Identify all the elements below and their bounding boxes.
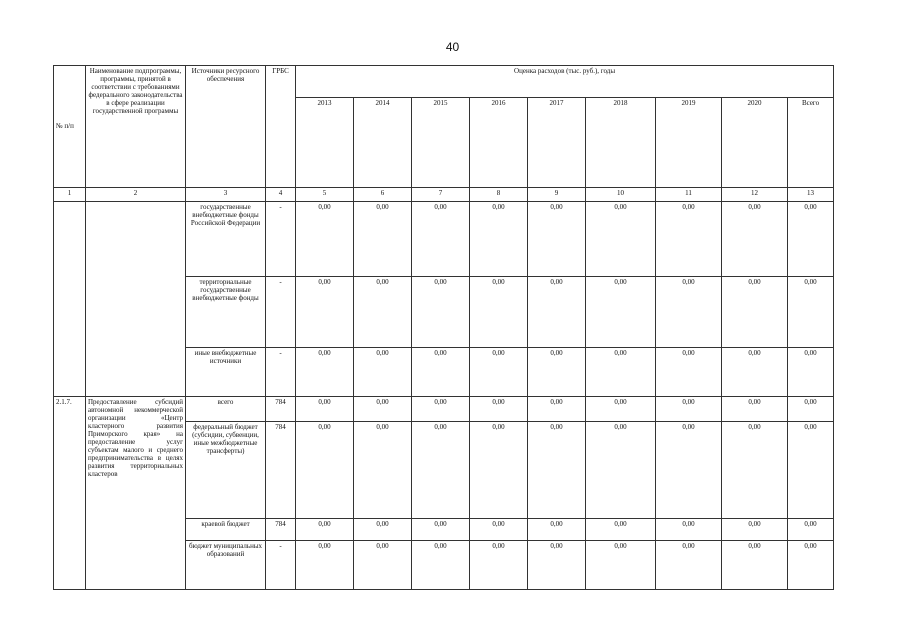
value-cell: 0,00 <box>470 421 528 518</box>
budget-table <box>53 65 834 590</box>
header-estimate-cell: Оценка расходов (тыс. руб.), годы <box>296 66 834 98</box>
value-cell: 0,00 <box>296 347 354 397</box>
value-cell: 0,00 <box>586 397 656 421</box>
value-cell: 0,00 <box>296 201 354 276</box>
column-number-cell: 7 <box>412 187 470 201</box>
column-number-cell: 9 <box>528 187 586 201</box>
section-num-cell: 2.1.7. <box>54 397 86 590</box>
page-number: 40 <box>445 40 460 54</box>
value-cell: 0,00 <box>354 421 412 518</box>
section-name-cell: Предоставление субсидий автономной некоммерческой организации «Центр кластерного развития Приморского края» на предоставление услуг субъектам малого и среднего предпринимательства в целях развития территориальных кластеров <box>86 397 186 590</box>
year-cell: 2016 <box>470 98 528 187</box>
value-cell: 0,00 <box>528 276 586 347</box>
source-cell: территориальные государственные внебюджетные фонды <box>186 276 266 347</box>
source-cell: федеральный бюджет (субсидии, субвенции, иные межбюджетные трансферты) <box>186 421 266 518</box>
value-cell: 0,00 <box>788 201 834 276</box>
year-cell: 2013 <box>296 98 354 187</box>
value-cell: 0,00 <box>412 276 470 347</box>
year-cell: 2014 <box>354 98 412 187</box>
value-cell: 0,00 <box>656 347 722 397</box>
column-number-cell: 8 <box>470 187 528 201</box>
value-cell: 0,00 <box>586 201 656 276</box>
year-cell: 2019 <box>656 98 722 187</box>
column-numbers-row <box>54 187 834 201</box>
value-cell: 0,00 <box>296 276 354 347</box>
value-cell: 0,00 <box>528 347 586 397</box>
column-number-cell: 13 <box>788 187 834 201</box>
value-cell: 0,00 <box>656 201 722 276</box>
grbs-cell: - <box>266 347 296 397</box>
value-cell: 0,00 <box>528 397 586 421</box>
value-cell: 0,00 <box>788 347 834 397</box>
value-cell: 0,00 <box>722 421 788 518</box>
value-cell: 0,00 <box>470 347 528 397</box>
column-number-cell: 11 <box>656 187 722 201</box>
value-cell: 0,00 <box>722 519 788 541</box>
grbs-cell: 784 <box>266 397 296 421</box>
value-cell: 0,00 <box>788 519 834 541</box>
value-cell: 0,00 <box>296 421 354 518</box>
value-cell: 0,00 <box>528 519 586 541</box>
value-cell: 0,00 <box>788 421 834 518</box>
value-cell: 0,00 <box>656 276 722 347</box>
value-cell: 0,00 <box>656 397 722 421</box>
value-cell: 0,00 <box>412 347 470 397</box>
value-cell: 0,00 <box>722 347 788 397</box>
source-cell: иные внебюджетные источники <box>186 347 266 397</box>
value-cell: 0,00 <box>354 397 412 421</box>
column-number-cell: 3 <box>186 187 266 201</box>
column-number-cell: 4 <box>266 187 296 201</box>
value-cell: 0,00 <box>412 541 470 590</box>
value-cell: 0,00 <box>788 541 834 590</box>
value-cell: 0,00 <box>586 347 656 397</box>
value-cell: 0,00 <box>470 397 528 421</box>
header-row <box>54 66 834 98</box>
table-row <box>54 201 834 276</box>
column-number-cell: 12 <box>722 187 788 201</box>
value-cell: 0,00 <box>656 421 722 518</box>
column-number-cell: 2 <box>86 187 186 201</box>
source-cell: государственные внебюджетные фонды Российской Федерации <box>186 201 266 276</box>
value-cell: 0,00 <box>586 276 656 347</box>
table-row <box>54 397 834 421</box>
header-name-cell: Наименование подпрограммы, программы, принятой в соответствии с требованиями федерального законодательства в сфере реализации государственной программы <box>86 66 186 188</box>
value-cell: 0,00 <box>528 201 586 276</box>
value-cell: 0,00 <box>656 541 722 590</box>
grbs-cell: - <box>266 276 296 347</box>
value-cell: 0,00 <box>354 347 412 397</box>
value-cell: 0,00 <box>470 276 528 347</box>
year-cell: 2018 <box>586 98 656 187</box>
year-cell: 2017 <box>528 98 586 187</box>
value-cell: 0,00 <box>296 519 354 541</box>
value-cell: 0,00 <box>656 519 722 541</box>
value-cell: 0,00 <box>412 201 470 276</box>
value-cell: 0,00 <box>354 276 412 347</box>
value-cell: 0,00 <box>412 421 470 518</box>
value-cell: 0,00 <box>354 201 412 276</box>
value-cell: 0,00 <box>412 397 470 421</box>
source-cell: всего <box>186 397 266 421</box>
value-cell: 0,00 <box>586 519 656 541</box>
value-cell: 0,00 <box>722 541 788 590</box>
source-cell: краевой бюджет <box>186 519 266 541</box>
grbs-cell: - <box>266 541 296 590</box>
value-cell: 0,00 <box>354 519 412 541</box>
column-number-cell: 1 <box>54 187 86 201</box>
value-cell: 0,00 <box>722 276 788 347</box>
value-cell: 0,00 <box>722 201 788 276</box>
continued-name-cell <box>86 201 186 397</box>
column-number-cell: 10 <box>586 187 656 201</box>
year-cell: 2015 <box>412 98 470 187</box>
header-num-cell: № п/п <box>54 66 86 188</box>
value-cell: 0,00 <box>296 397 354 421</box>
grbs-cell: 784 <box>266 421 296 518</box>
value-cell: 0,00 <box>722 397 788 421</box>
value-cell: 0,00 <box>528 541 586 590</box>
grbs-cell: - <box>266 201 296 276</box>
year-cell: 2020 <box>722 98 788 187</box>
value-cell: 0,00 <box>354 541 412 590</box>
value-cell: 0,00 <box>788 276 834 347</box>
header-source-cell: Источники ресурсного обеспечения <box>186 66 266 188</box>
value-cell: 0,00 <box>470 541 528 590</box>
value-cell: 0,00 <box>586 541 656 590</box>
column-number-cell: 5 <box>296 187 354 201</box>
continued-num-cell <box>54 201 86 397</box>
column-number-cell: 6 <box>354 187 412 201</box>
value-cell: 0,00 <box>586 421 656 518</box>
value-cell: 0,00 <box>470 519 528 541</box>
grbs-cell: 784 <box>266 519 296 541</box>
source-cell: бюджет муниципальных образований <box>186 541 266 590</box>
value-cell: 0,00 <box>470 201 528 276</box>
value-cell: 0,00 <box>788 397 834 421</box>
value-cell: 0,00 <box>528 421 586 518</box>
year-total-cell: Всего <box>788 98 834 187</box>
value-cell: 0,00 <box>412 519 470 541</box>
header-grbs-cell: ГРБС <box>266 66 296 188</box>
value-cell: 0,00 <box>296 541 354 590</box>
